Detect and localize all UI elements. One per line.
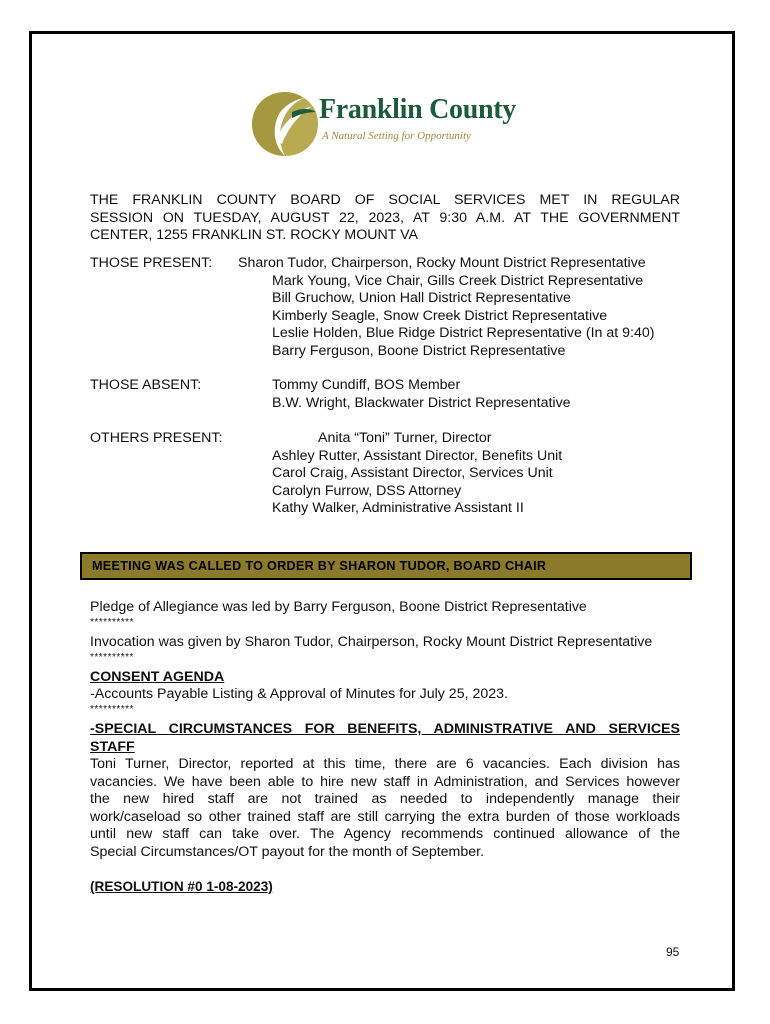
- page-number: 95: [666, 945, 680, 959]
- logo-tagline: A Natural Setting for Opportunity: [322, 130, 471, 142]
- absent-name: Tommy Cundiff, BOS Member: [272, 377, 461, 393]
- special-body-line: work/caseload so other trained staff are still carrying the extra burden of those workloads: [90, 808, 680, 825]
- separator: **********: [90, 617, 134, 628]
- separator: **********: [90, 704, 134, 715]
- present-name: Sharon Tudor, Chairperson, Rocky Mount District Representative: [238, 255, 646, 271]
- present-name: Mark Young, Vice Chair, Gills Creek District Representative: [272, 272, 644, 289]
- others-name: Carol Craig, Assistant Director, Services Unit: [272, 465, 553, 481]
- banner-text: MEETING WAS CALLED TO ORDER BY SHARON TUDOR, BOARD CHAIR: [92, 559, 547, 573]
- present-name: Barry Ferguson, Boone District Representative: [272, 342, 566, 359]
- separator: **********: [90, 652, 134, 663]
- consent-agenda-item: -Accounts Payable Listing & Approval of Minutes for July 25, 2023.: [90, 686, 508, 702]
- intro-line-2: SESSION ON TUESDAY, AUGUST 22, 2023, AT 9:30 A.M. AT THE GOVERNMENT: [90, 209, 680, 226]
- intro-line-3: CENTER, 1255 FRANKLIN ST. ROCKY MOUNT VA: [90, 227, 418, 243]
- special-body-line: vacancies. We have been able to hire new staff in Administration, and Services however: [90, 773, 680, 790]
- franklin-county-logo: [252, 90, 522, 156]
- consent-agenda-heading: CONSENT AGENDA: [90, 669, 225, 685]
- special-body-line: until new staff can take over. The Agency recommends continued allowance of the: [90, 826, 680, 842]
- special-body-line: the new hired staff are not trained as needed to independently manage their: [90, 791, 680, 807]
- intro-line-1: THE FRANKLIN COUNTY BOARD OF SOCIAL SERVICES MET IN REGULAR: [90, 192, 680, 208]
- present-name: Leslie Holden, Blue Ridge District Representative (In at 9:40): [272, 325, 655, 341]
- special-body-line: Toni Turner, Director, reported at this time, there are 6 vacancies. Each division has: [90, 756, 680, 772]
- others-label: OTHERS PRESENT:: [90, 430, 223, 446]
- leaf-swoosh-icon: [252, 90, 318, 156]
- absent-label: THOSE ABSENT:: [90, 377, 202, 393]
- invocation-text: Invocation was given by Sharon Tudor, Chairperson, Rocky Mount District Representative: [90, 634, 653, 650]
- special-circumstances-heading: -SPECIAL CIRCUMSTANCES FOR BENEFITS, ADMINISTRATIVE AND SERVICES: [90, 721, 680, 737]
- pledge-text: Pledge of Allegiance was led by Barry Ferguson, Boone District Representative: [90, 599, 587, 615]
- resolution-number: (RESOLUTION #0 1-08-2023): [90, 879, 273, 894]
- special-body-line: Special Circumstances/OT payout for the month of September.: [90, 843, 485, 860]
- absent-name: B.W. Wright, Blackwater District Representative: [272, 394, 571, 411]
- others-name: Anita “Toni” Turner, Director: [318, 430, 492, 446]
- present-name: Bill Gruchow, Union Hall District Representative: [272, 290, 571, 306]
- others-name: Kathy Walker, Administrative Assistant II: [272, 500, 524, 516]
- others-name: Carolyn Furrow, DSS Attorney: [272, 482, 462, 499]
- special-circumstances-heading-line2: STAFF: [90, 738, 135, 755]
- others-name: Ashley Rutter, Assistant Director, Benefits Unit: [272, 447, 563, 464]
- logo-title: Franklin County: [319, 94, 516, 125]
- present-name: Kimberly Seagle, Snow Creek District Representative: [272, 307, 608, 324]
- present-label: THOSE PRESENT:: [90, 255, 213, 271]
- call-to-order-banner: [80, 552, 692, 580]
